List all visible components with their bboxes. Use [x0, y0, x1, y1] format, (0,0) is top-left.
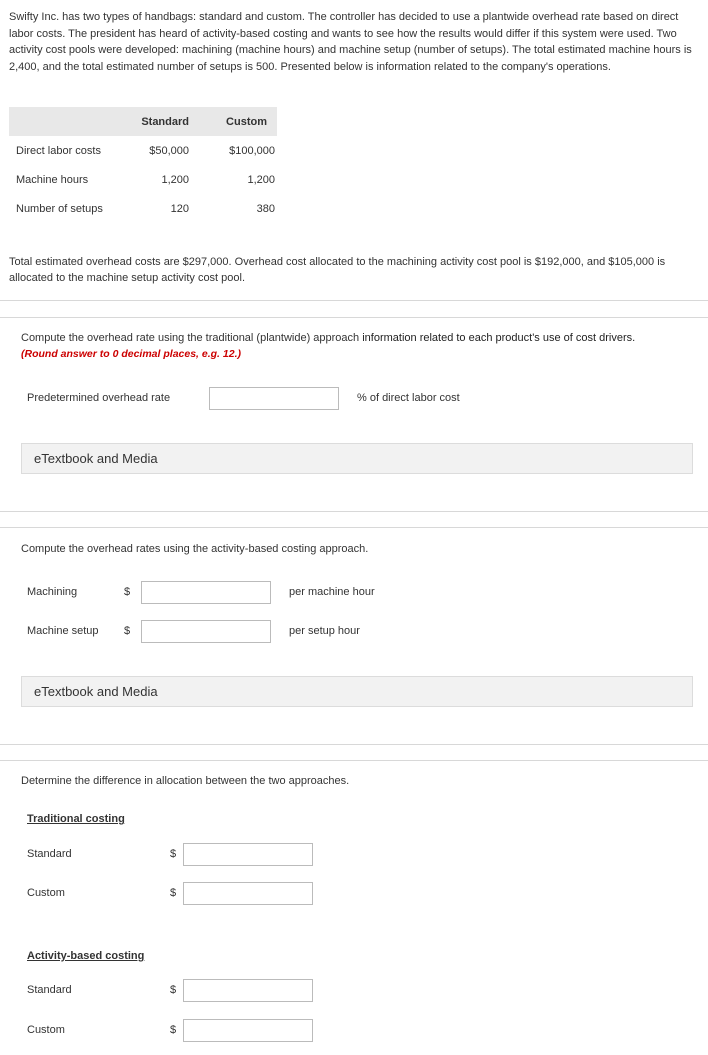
cell-custom: $100,000: [229, 144, 275, 157]
cell-standard: 120: [170, 202, 189, 215]
traditional-standard-label: Standard: [27, 848, 72, 860]
etextbook-media-button[interactable]: eTextbook and Media: [21, 443, 693, 474]
abc-standard-label: Standard: [27, 984, 72, 996]
cell-standard: $50,000: [149, 144, 189, 157]
row-label: Direct labor costs: [16, 144, 101, 157]
dollar-sign: $: [124, 625, 131, 637]
table-header-blank: [9, 107, 129, 136]
round-note: (Round answer to 0 decimal places, e.g. 12.): [21, 348, 241, 360]
traditional-custom-input[interactable]: [183, 882, 313, 905]
dollar-sign: $: [170, 984, 177, 996]
problem-intro: Swifty Inc. has two types of handbags: standard and custom. The controller has decided to use a plantwide overhead rate based on direct labor costs. The president has heard of activity-based costing and wants to see how the results would differ if this system were used. Two activity cost pools were developed: machining (machine hours) and machine setup (number of setups). The total estimated machine hours is 2,400, and the total estimated number of setups is 500. Presented below is information related to the company's operations.: [9, 11, 692, 73]
traditional-custom-label: Custom: [27, 887, 65, 899]
table-row: [9, 194, 277, 223]
abc-costing-heading: Activity-based costing: [27, 950, 145, 962]
machine-setup-label: Machine setup: [27, 625, 99, 637]
part1-prompt: [21, 330, 701, 362]
machining-rate-input[interactable]: [141, 581, 271, 604]
cell-standard: 1,200: [161, 173, 189, 186]
cell-custom: 1,200: [247, 173, 275, 186]
machine-setup-rate-input[interactable]: [141, 620, 271, 643]
dollar-sign: $: [170, 848, 177, 860]
predetermined-rate-input[interactable]: [209, 387, 339, 410]
cell-custom: 380: [256, 202, 275, 215]
abc-custom-label: Custom: [27, 1024, 65, 1036]
table-row: [9, 136, 277, 165]
table-header-standard: Standard: [129, 107, 191, 136]
divider: [0, 317, 708, 318]
rate-unit-label: % of direct labor cost: [357, 392, 460, 404]
divider: [0, 300, 708, 301]
abc-standard-input[interactable]: [183, 979, 313, 1002]
dollar-sign: $: [170, 1024, 177, 1036]
operations-table: [9, 107, 277, 223]
divider: [0, 511, 708, 512]
part3-prompt: Determine the difference in allocation between the two approaches.: [21, 775, 350, 787]
table-header-row: [9, 107, 277, 136]
dollar-sign: $: [124, 586, 131, 598]
table-row: [9, 165, 277, 194]
part2-prompt: Compute the overhead rates using the activity-based costing approach.: [21, 543, 369, 555]
machining-unit: per machine hour: [289, 586, 375, 598]
table-header-custom: Custom: [191, 107, 277, 136]
divider: [0, 527, 708, 528]
etextbook-media-button[interactable]: eTextbook and Media: [21, 676, 693, 707]
traditional-standard-input[interactable]: [183, 843, 313, 866]
part1-prompt-text: Compute the overhead rate using the traditional (plantwide) approach: [21, 332, 363, 344]
divider: [0, 760, 708, 761]
overhead-note: Total estimated overhead costs are $297,000. Overhead cost allocated to the machining activity cost pool is $192,000, and $105,000 is allocated to the machine setup activity cost pool.: [9, 256, 666, 284]
machine-setup-unit: per setup hour: [289, 625, 360, 637]
row-label: Machine hours: [16, 173, 89, 186]
divider: [0, 744, 708, 745]
row-label: Number of setups: [16, 202, 103, 215]
abc-custom-input[interactable]: [183, 1019, 313, 1042]
machining-label: Machining: [27, 586, 78, 598]
predetermined-rate-label: Predetermined overhead rate: [27, 392, 171, 404]
traditional-costing-heading: Traditional costing: [27, 813, 125, 825]
part1-prompt-text-b: information related to each product's use of cost drivers.: [362, 332, 636, 344]
dollar-sign: $: [170, 887, 177, 899]
